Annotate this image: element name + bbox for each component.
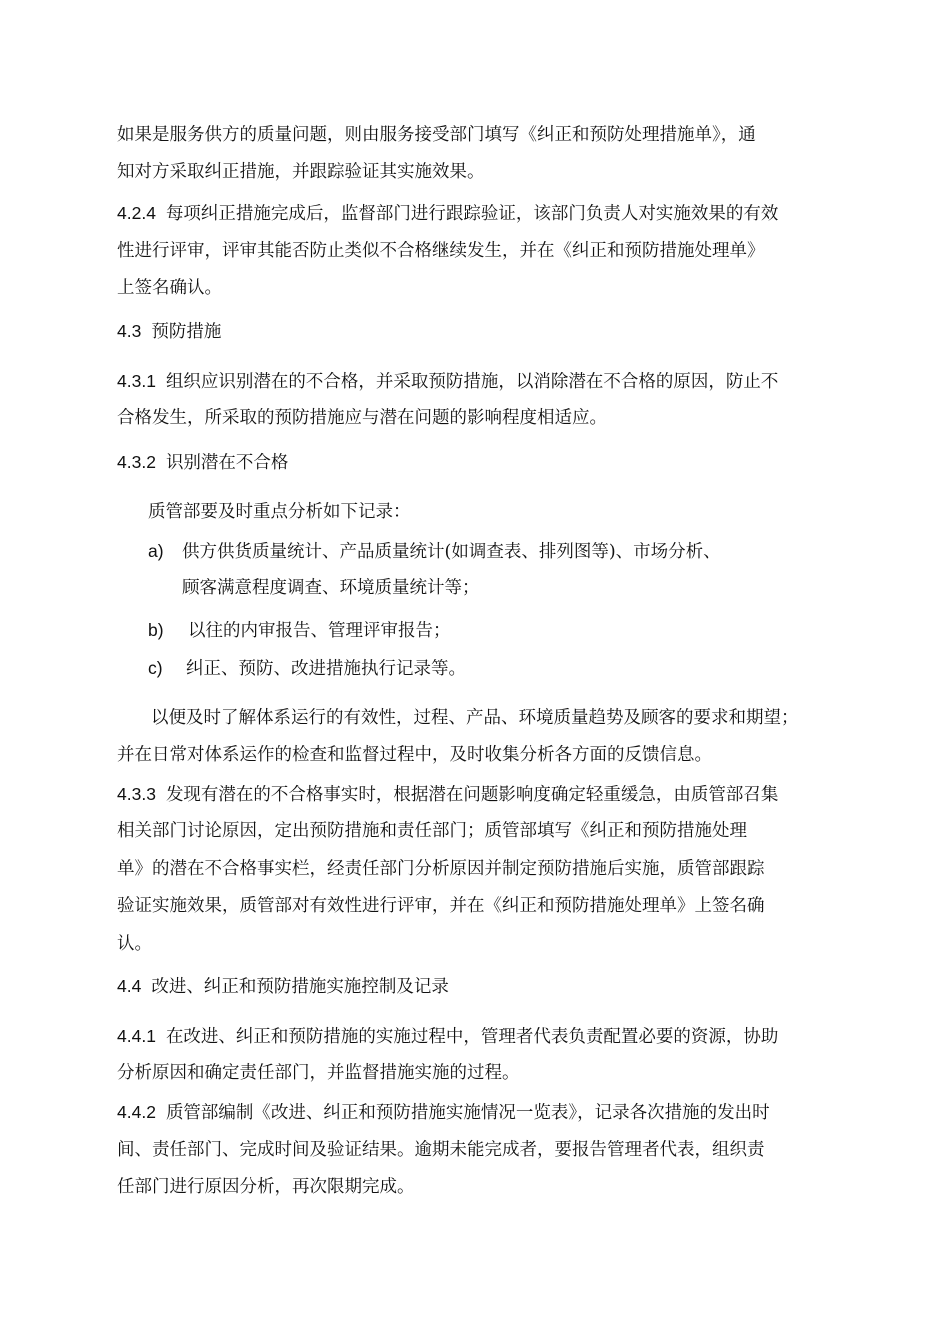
section-4-3-2-after-line-1: 以便及时了解体系运行的有效性，过程、产品、环境质量趋势及顾客的要求和期望； [151, 708, 799, 728]
list-marker: a) [148, 541, 164, 561]
section-4-2-4-line-2: 性进行评审，评审其能否防止类似不合格继续发生，并在《纠正和预防措施处理单》 [117, 241, 765, 261]
section-4-4-1-line-1: 4.4.1 在改进、纠正和预防措施的实施过程中，管理者代表负责配置必要的资源，协助 [117, 1026, 779, 1047]
section-4-3-3-line-1: 4.3.3 发现有潜在的不合格事实时，根据潜在问题影响度确定轻重缓急，由质管部召集 [117, 784, 779, 805]
list-marker: c) [148, 658, 163, 678]
section-title: 识别潜在不合格 [165, 453, 289, 473]
intro-line-2: 知对方采取纠正措施，并跟踪验证其实施效果。 [117, 162, 485, 182]
list-item-b: b) 以往的内审报告、管理评审报告； [148, 620, 451, 641]
section-number: 4.2.4 [117, 203, 156, 223]
section-4-3-2-intro: 质管部要及时重点分析如下记录： [148, 502, 411, 522]
intro-line-1: 如果是服务供方的质量问题，则由服务接受部门填写《纠正和预防处理措施单》，通 [117, 125, 756, 145]
section-number: 4.4.1 [117, 1026, 156, 1046]
section-4-2-4-line-3: 上签名确认。 [117, 278, 222, 298]
section-4-4-1-line-2: 分析原因和确定责任部门，并监督措施实施的过程。 [117, 1063, 520, 1083]
section-number: 4.4.2 [117, 1102, 156, 1122]
section-number: 4.3.3 [117, 784, 156, 804]
section-number: 4.3.1 [117, 371, 156, 391]
section-4-4-heading [117, 975, 449, 998]
section-number: 4.4 [117, 976, 142, 996]
section-4-4-2-line-1: 4.4.2 质管部编制《改进、纠正和预防措施实施情况一览表》，记录各次措施的发出时 [117, 1102, 770, 1123]
list-marker: b) [148, 620, 164, 640]
section-4-3-2-heading [117, 451, 288, 474]
section-4-2-4-line-1: 4.2.4 每项纠正措施完成后，监督部门进行跟踪验证，该部门负责人对实施效果的有效 [117, 203, 779, 224]
section-4-3-1-line-1: 4.3.1 组织应识别潜在的不合格，并采取预防措施，以消除潜在不合格的原因，防止不 [117, 371, 779, 392]
section-4-4-2-line-2: 间、责任部门、完成时间及验证结果。逾期未能完成者，要报告管理者代表，组织责 [117, 1140, 765, 1160]
section-4-3-heading [117, 320, 221, 343]
section-4-3-1-line-2: 合格发生，所采取的预防措施应与潜在问题的影响程度相适应。 [117, 408, 607, 428]
list-item-a-line-2: 顾客满意程度调查、环境质量统计等； [182, 578, 480, 598]
section-4-3-3-line-2: 相关部门讨论原因，定出预防措施和责任部门；质管部填写《纠正和预防措施处理 [117, 821, 747, 841]
section-4-3-3-line-4: 验证实施效果，质管部对有效性进行评审，并在《纠正和预防措施处理单》上签名确 [117, 896, 765, 916]
section-title: 改进、纠正和预防措施实施控制及记录 [151, 977, 449, 997]
list-item-c: c) 纠正、预防、改进措施执行记录等。 [148, 658, 466, 679]
section-4-3-2-after-line-2: 并在日常对体系运作的检查和监督过程中，及时收集分析各方面的反馈信息。 [117, 745, 712, 765]
section-title: 预防措施 [151, 322, 222, 342]
section-4-4-2-line-3: 任部门进行原因分析，再次限期完成。 [117, 1177, 415, 1197]
list-item-a-line-1: a) 供方供货质量统计、产品质量统计(如调查表、排列图等)、市场分析、 [148, 541, 721, 562]
section-4-3-3-line-3: 单》的潜在不合格事实栏，经责任部门分析原因并制定预防措施后实施，质管部跟踪 [117, 859, 765, 879]
section-4-3-3-line-5: 认。 [117, 934, 152, 954]
section-number: 4.3.2 [117, 452, 156, 472]
section-number: 4.3 [117, 321, 142, 341]
